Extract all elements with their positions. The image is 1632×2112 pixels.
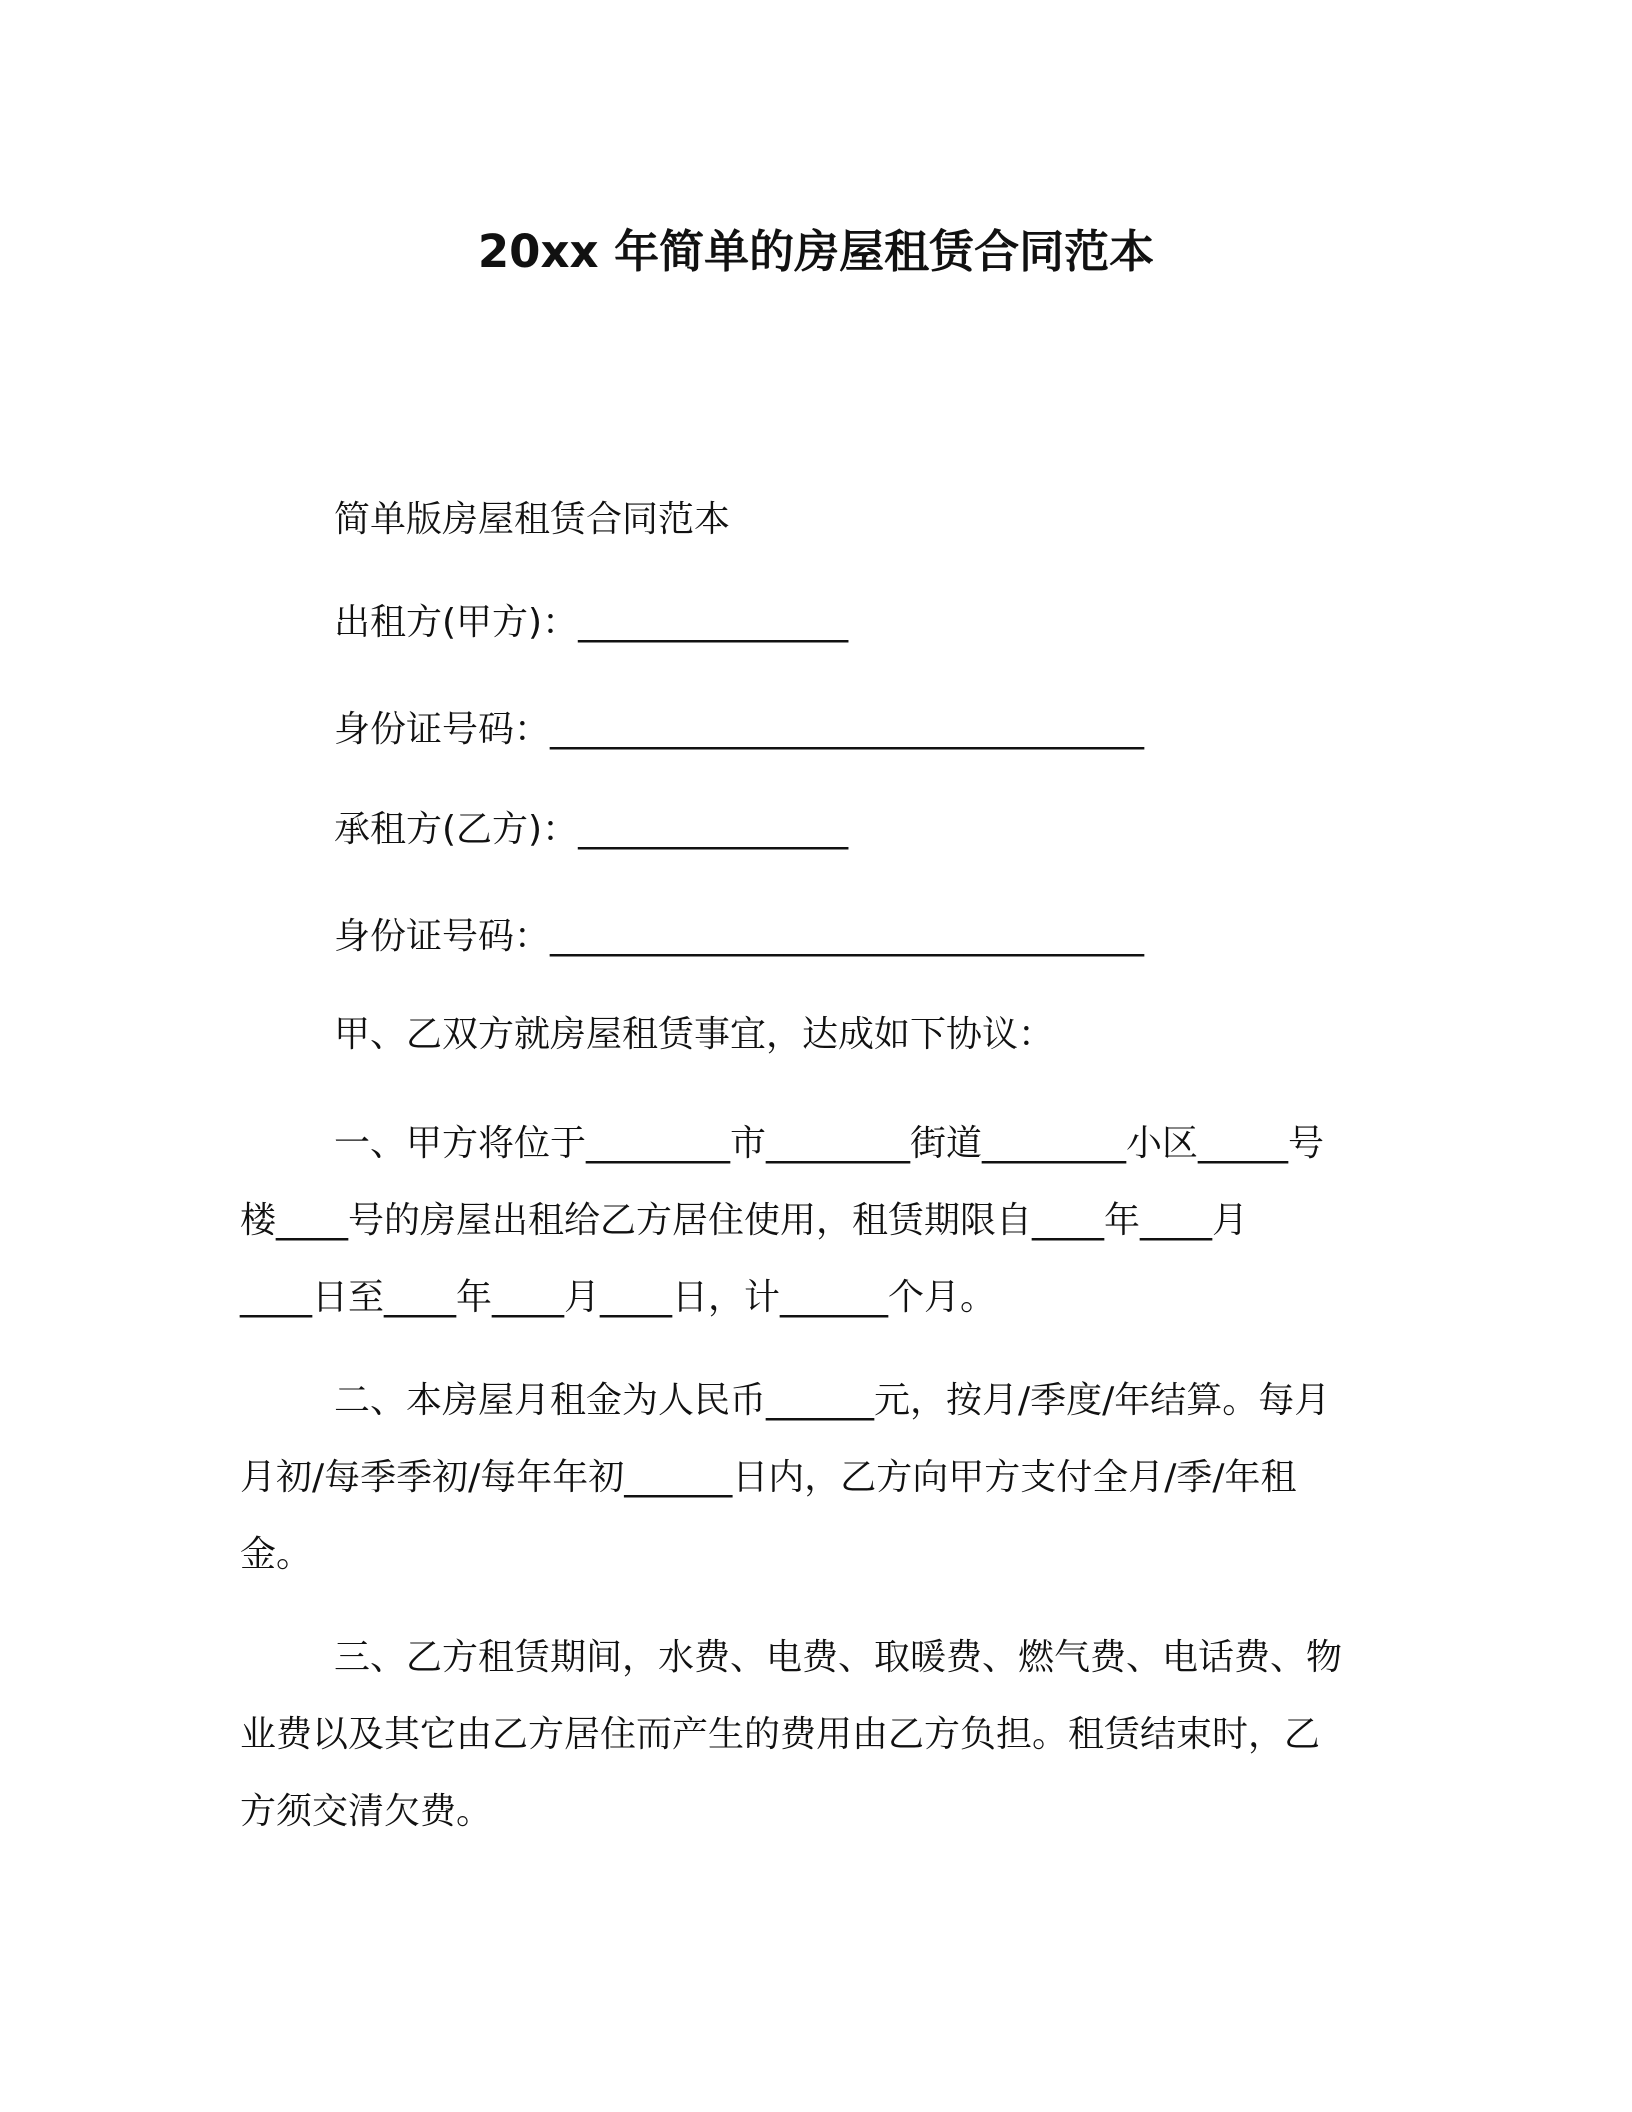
clause-2 [240, 1362, 1410, 1593]
clause-3-line-3: 方须交清欠费。 [240, 1791, 493, 1832]
clause-1-line-1: 一、甲方将位于________市________街道________小区_____号 [334, 1123, 1325, 1164]
clause-2-line-1: 二、本房屋月租金为人民币______元，按月/季度/年结算。每月 [334, 1380, 1331, 1421]
lessor-id-field: 身份证号码：_________________________________ [334, 709, 1145, 750]
clause-1-line-3: ____日至____年____月____日，计______个月。 [240, 1277, 997, 1318]
lessor-field: 出租方(甲方)：_______________ [334, 602, 849, 643]
lessee-id-field: 身份证号码：_________________________________ [334, 916, 1145, 957]
clause-3 [240, 1619, 1410, 1850]
clause-3-line-2: 业费以及其它由乙方居住而产生的费用由乙方负担。租赁结束时，乙 [240, 1714, 1321, 1755]
clause-2-line-3: 金。 [240, 1534, 313, 1575]
clause-2-line-2: 月初/每季季初/每年年初______日内，乙方向甲方支付全月/季/年租 [240, 1457, 1297, 1498]
document-title: 20xx 年简单的房屋租赁合同范本 [477, 225, 1155, 278]
lessee-field: 承租方(乙方)：_______________ [334, 809, 849, 850]
agreement-intro: 甲、乙双方就房屋租赁事宜，达成如下协议： [334, 1014, 1055, 1055]
clause-3-line-1: 三、乙方租赁期间，水费、电费、取暖费、燃气费、电话费、物 [334, 1637, 1343, 1678]
contract-subtitle: 简单版房屋租赁合同范本 [334, 499, 731, 540]
clause-1-line-2: 楼____号的房屋出租给乙方居住使用，租赁期限自____年____月 [240, 1200, 1249, 1241]
clause-1 [240, 1105, 1410, 1336]
